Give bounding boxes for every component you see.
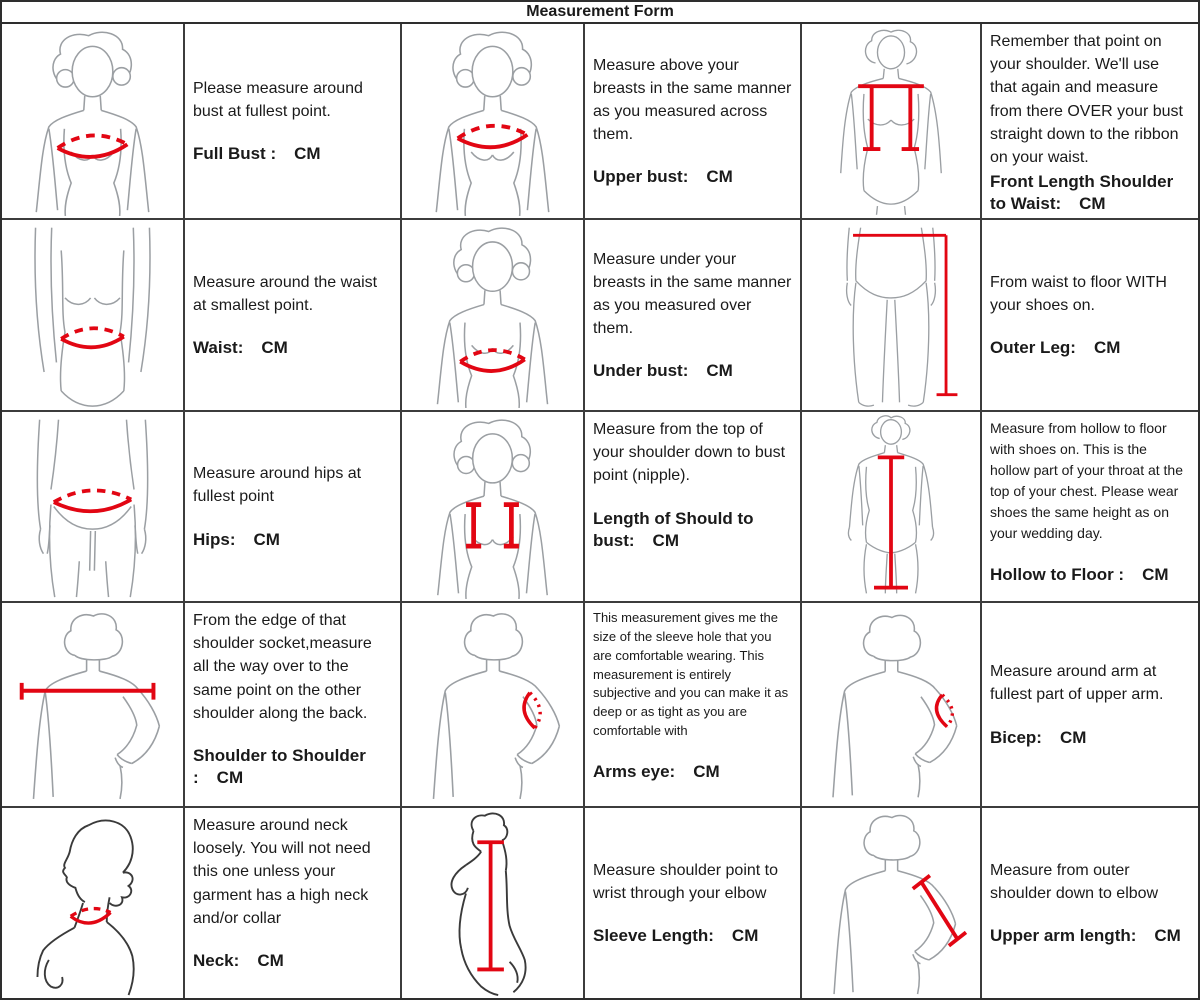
text-cell xyxy=(982,24,1198,220)
text-cell xyxy=(185,220,402,412)
figure-cell xyxy=(2,24,185,220)
text-cell xyxy=(185,412,402,603)
figure-cell xyxy=(802,220,982,412)
hollow-to-floor-figure xyxy=(804,414,978,599)
measure-label: Neck: CM xyxy=(193,950,284,970)
measure-label: Waist: CM xyxy=(193,338,288,358)
text-cell xyxy=(185,24,402,220)
measure-label: Length of Should to bust: CM xyxy=(593,508,754,550)
measure-label: Arms eye: CM xyxy=(593,761,720,781)
sleeve-length-figure xyxy=(404,810,581,996)
text-cell xyxy=(585,220,802,412)
arms-eye-figure xyxy=(404,605,581,804)
bicep-figure xyxy=(804,605,978,804)
text-cell xyxy=(982,220,1198,412)
measure-label: Upper arm length: CM xyxy=(990,926,1181,946)
text-cell xyxy=(982,603,1198,808)
figure-cell xyxy=(802,808,982,998)
measure-instruction: Measure under your breasts in the same manner as you measured over them. xyxy=(593,250,792,338)
waist-figure xyxy=(4,222,181,408)
text-cell xyxy=(185,808,402,998)
full-bust-figure xyxy=(4,26,181,216)
measure-label: Bicep: CM xyxy=(990,727,1087,747)
text-cell xyxy=(982,412,1198,603)
measure-instruction: Measure from outer shoulder down to elbow xyxy=(990,861,1159,902)
figure-cell xyxy=(402,412,585,603)
figure-cell xyxy=(802,412,982,603)
text-cell xyxy=(185,603,402,808)
shoulder-to-shoulder-figure xyxy=(4,605,181,804)
measure-label: Front Length Shoulder to Waist: CM xyxy=(990,172,1174,214)
text-cell xyxy=(585,603,802,808)
measure-instruction: From waist to floor WITH your shoes on. xyxy=(990,273,1167,314)
text-cell xyxy=(585,808,802,998)
neck-figure xyxy=(4,810,181,996)
text-cell xyxy=(585,412,802,603)
measure-instruction: Measure from hollow to floor with shoes on. This is the hollow part of your throat at the top of your chest. Please wear shoes the same height as on your wedding day. xyxy=(990,420,1183,541)
measure-instruction: Measure from the top of your shoulder down to bust point (nipple). xyxy=(593,421,786,485)
measure-label: Upper bust: CM xyxy=(593,167,733,187)
figure-cell xyxy=(802,24,982,220)
measure-label: Hollow to Floor : CM xyxy=(990,565,1169,584)
measure-instruction: Measure around arm at fullest part of upper arm. xyxy=(990,663,1164,704)
measure-instruction: Please measure around bust at fullest point. xyxy=(193,79,363,120)
measure-instruction: Remember that point on your shoulder. We'll use that again and measure from there OVER your bust straight down to the ribbon on your waist. xyxy=(990,33,1183,166)
measure-instruction: From the edge of that shoulder socket,measure all the way over to the same point on the other shoulder along the back. xyxy=(193,612,372,722)
hips-figure xyxy=(4,414,181,599)
measure-instruction: Measure around neck loosely. You will not need this one unless your garment has a high neck and/or collar xyxy=(193,817,371,927)
figure-cell xyxy=(2,220,185,412)
measure-label: Under bust: CM xyxy=(593,361,733,381)
measure-label: Shoulder to Shoulder : CM xyxy=(193,745,366,788)
text-cell xyxy=(585,24,802,220)
under-bust-figure xyxy=(404,222,581,408)
measure-instruction: Measure around the waist at smallest point. xyxy=(193,273,378,314)
figure-cell xyxy=(402,808,585,998)
figure-cell xyxy=(402,220,585,412)
shoulder-to-bust-figure xyxy=(404,414,581,599)
measure-label: Hips: CM xyxy=(193,529,280,549)
measure-instruction: This measurement gives me the size of the sleeve hole that you are comfortable wearing. This measurement is entirely subjective and you can make it as deep or as tight as you are comfortable with xyxy=(593,610,789,739)
measure-instruction: Measure shoulder point to wrist through your elbow xyxy=(593,861,778,902)
measure-instruction: Measure above your breasts in the same manner as you measured across them. xyxy=(593,56,792,144)
figure-cell xyxy=(402,24,585,220)
front-length-shoulder-to-waist-figure xyxy=(804,26,978,216)
figure-cell xyxy=(2,412,185,603)
measure-label: Full Bust : CM xyxy=(193,144,321,164)
figure-cell xyxy=(2,603,185,808)
measure-instruction: Measure around hips at fullest point xyxy=(193,465,362,506)
upper-bust-figure xyxy=(404,26,581,216)
measure-label: Sleeve Length: CM xyxy=(593,926,759,946)
measure-label: Outer Leg: CM xyxy=(990,338,1121,358)
measurement-table xyxy=(2,24,1198,998)
figure-cell xyxy=(802,603,982,808)
text-cell xyxy=(982,808,1198,998)
page-title: Measurement Form xyxy=(2,2,1198,24)
upper-arm-length-figure xyxy=(804,810,978,996)
figure-cell xyxy=(2,808,185,998)
outer-leg-figure xyxy=(804,222,978,408)
figure-cell xyxy=(402,603,585,808)
